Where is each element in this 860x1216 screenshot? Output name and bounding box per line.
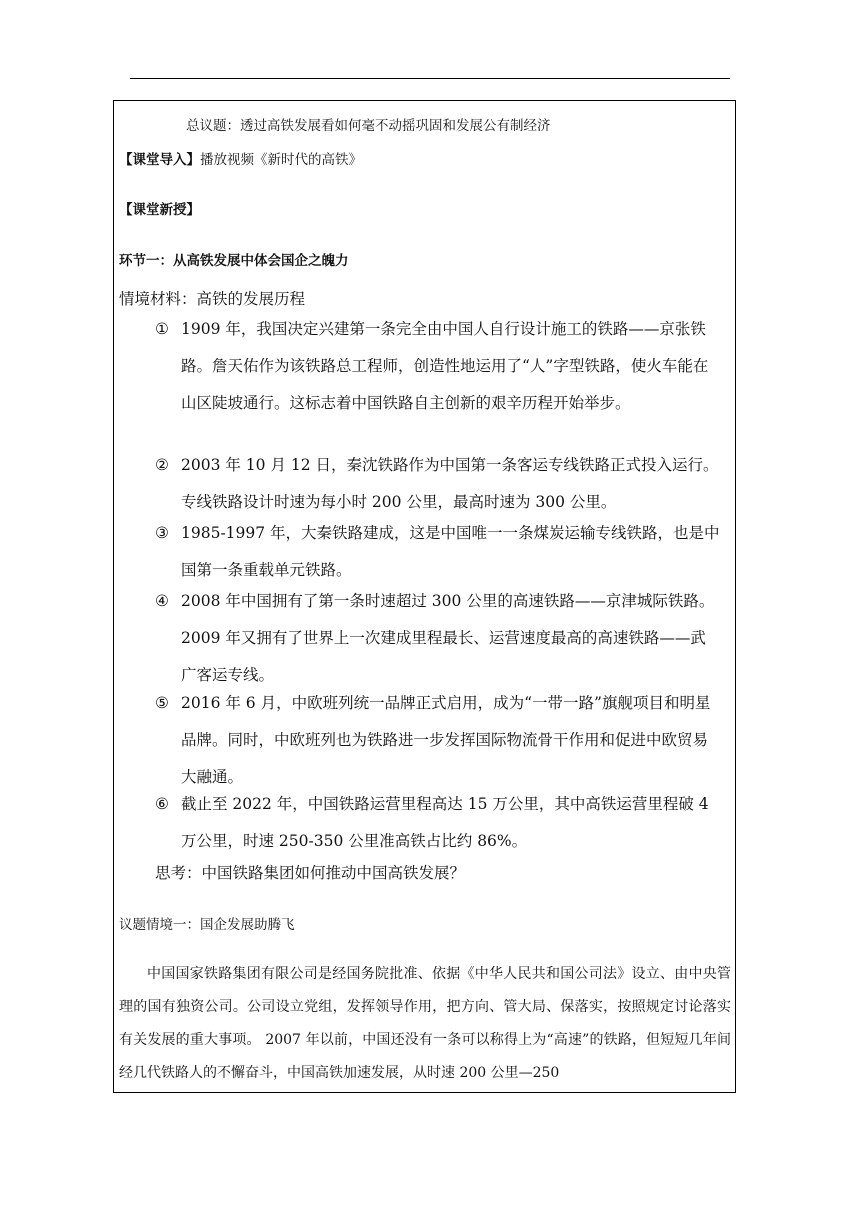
item-text: 2016 年 6 月，中欧班列统一品牌正式启用，成为“一带一路”旗舰项目和明星品牌。同时，中欧班列也为铁路进一步发挥国际物流骨干作用和促进中欧贸易大融通。 — [181, 694, 711, 786]
new-lesson-label: 【课堂新授】 — [119, 202, 200, 218]
intro-line — [119, 148, 362, 168]
think-question: 思考：中国铁路集团如何推动中国高铁发展？ — [155, 864, 466, 882]
list-item — [151, 685, 721, 796]
list-item — [151, 515, 721, 589]
topic-line: 总议题：透过高铁发展看如何毫不动摇巩固和发展公有制经济 — [186, 118, 551, 134]
item-number: ⑥ — [155, 795, 169, 813]
intro-label: 【课堂导入】 — [119, 152, 200, 168]
item-text: 2008 年中国拥有了第一条时速超过 300 公里的高速铁路——京津城际铁路。2009 年又拥有了世界上一次建成里程最长、运营速度最高的高速铁路——武广客运专线。 — [181, 592, 715, 684]
list-item — [151, 583, 721, 694]
scenario1-paragraph: 中国国家铁路集团有限公司是经国务院批准、依据《中华人民共和国公司法》设立、由中央管理的国有独资公司。公司设立党组，发挥领导作用，把方向、管大局、保落实，按照规定讨论落实有关发展的重大事项。 2007 年以前，中国还没有一条可以称得上为“高速”的铁路，但短短几年间经几代铁路人的不懈奋斗，中国高铁加速发展，从时速 200 公里—250 — [119, 966, 731, 1081]
item-number: ⑤ — [155, 694, 169, 712]
item-text: 2003 年 10 月 12 日，秦沈铁路作为中国第一条客运专线铁路正式投入运行。专线铁路设计时速为每小时 200 公里，最高时速为 300 公里。 — [181, 456, 719, 511]
item-number: ③ — [155, 524, 169, 542]
list-item — [151, 311, 721, 422]
material-title: 情境材料：高铁的发展历程 — [119, 290, 306, 308]
section1-title: 环节一：从高铁发展中体会国企之魄力 — [119, 253, 349, 269]
intro-text: 播放视频《新时代的高铁》 — [200, 152, 362, 168]
list-item — [151, 447, 721, 521]
list-item — [151, 786, 721, 860]
item-text: 1985-1997 年，大秦铁路建成，这是中国唯一一条煤炭运输专线铁路，也是中国第一条重载单元铁路。 — [181, 524, 720, 579]
item-number: ② — [155, 456, 169, 474]
item-number: ④ — [155, 592, 169, 610]
item-number: ① — [155, 320, 169, 338]
scenario1-title: 议题情境一：国企发展助腾飞 — [119, 917, 295, 933]
item-text: 1909 年，我国决定兴建第一条完全由中国人自行设计施工的铁路——京张铁路。詹天佑作为该铁路总工程师，创造性地运用了“人”字型铁路，使火车能在山区陡坡通行。这标志着中国铁路自主创新的艰辛历程开始举步。 — [181, 320, 709, 412]
header-rule — [130, 78, 730, 79]
item-text: 截止至 2022 年，中国铁路运营里程高达 15 万公里，其中高铁运营里程破 4 万公里，时速 250-350 公里准高铁占比约 86%。 — [181, 795, 709, 850]
